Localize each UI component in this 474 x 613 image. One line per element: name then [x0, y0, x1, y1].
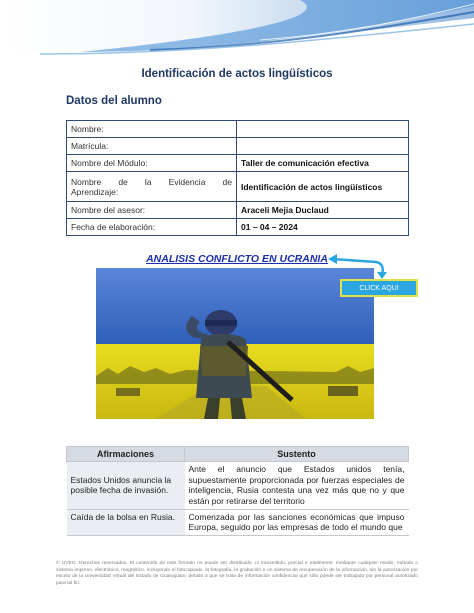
label-word: Nombre	[71, 176, 102, 187]
student-data-table	[66, 120, 409, 236]
table-row	[67, 155, 409, 172]
table-row	[67, 462, 409, 510]
row-label: Fecha de elaboración:	[67, 219, 237, 236]
row-value: 01 – 04 – 2024	[237, 219, 409, 236]
row-value: Araceli Mejia Duclaud	[237, 202, 409, 219]
row-label: Nombre del Módulo:	[67, 155, 237, 172]
table-row	[67, 509, 409, 535]
claim-cell: Estados Unidos anuncia la posible fecha de invasión.	[67, 462, 185, 510]
table-row	[67, 219, 409, 236]
header-banner	[0, 0, 474, 58]
claims-table	[66, 446, 409, 536]
row-value: Identificación de actos lingüísticos	[237, 172, 409, 202]
headline-link[interactable]: ANALISIS CONFLICTO EN UCRANIA	[146, 253, 328, 265]
claim-cell: Caída de la bolsa en Rusia.	[67, 509, 185, 535]
support-cell: Ante el anuncio que Estados unidos tenía, supuestamente proporcionada por fuerzas especiales de inteligencia, Rusia contesta una vez más que no y que están por retirarse del territorio	[185, 462, 409, 510]
label-word: de	[222, 176, 232, 187]
table-row	[67, 172, 409, 202]
table-row	[67, 202, 409, 219]
table-row	[67, 138, 409, 155]
click-here-button[interactable]: CLICK AQUI	[340, 279, 418, 297]
table-row	[67, 121, 409, 138]
copyright-footer: © UVEG. Derechos reservados. El contenido de este formato no puede ser distribuido, ni transmitido, parcial o totalmente, mediante cualquier medio, método o sistema impreso, electrónico, magnético, incluyendo el fotocopiado, la fotografía, la grabación o un sistema de recuperación de la información, sin la autorización por escrito de la Universidad Virtual del Estado de Guanajuato, debido a que se trata de información confidencial que sólo puede ser trabajado por personal autorizado para tal fin.	[56, 561, 418, 586]
row-label	[67, 172, 237, 202]
ukraine-soldier-photo[interactable]	[96, 268, 374, 419]
row-label: Matrícula:	[67, 138, 237, 155]
row-value	[237, 121, 409, 138]
label-word: Evidencia	[168, 176, 206, 187]
column-header: Afirmaciones	[67, 447, 185, 462]
row-label: Nombre del asesor:	[67, 202, 237, 219]
label-line-2: Aprendizaje:	[71, 186, 119, 197]
row-label: Nombre:	[67, 121, 237, 138]
support-cell: Comenzada por las sanciones económicas que impuso Europa, seguido por las empresas de todo el mundo que	[185, 509, 409, 535]
row-value: Taller de comunicación efectiva	[237, 155, 409, 172]
section-title: Datos del alumno	[66, 95, 162, 107]
row-value	[237, 138, 409, 155]
document-title: Identificación de actos lingüísticos	[141, 68, 333, 80]
label-word: de	[118, 176, 128, 187]
table-header-row	[67, 447, 409, 462]
column-header: Sustento	[185, 447, 409, 462]
label-word: la	[144, 176, 152, 187]
